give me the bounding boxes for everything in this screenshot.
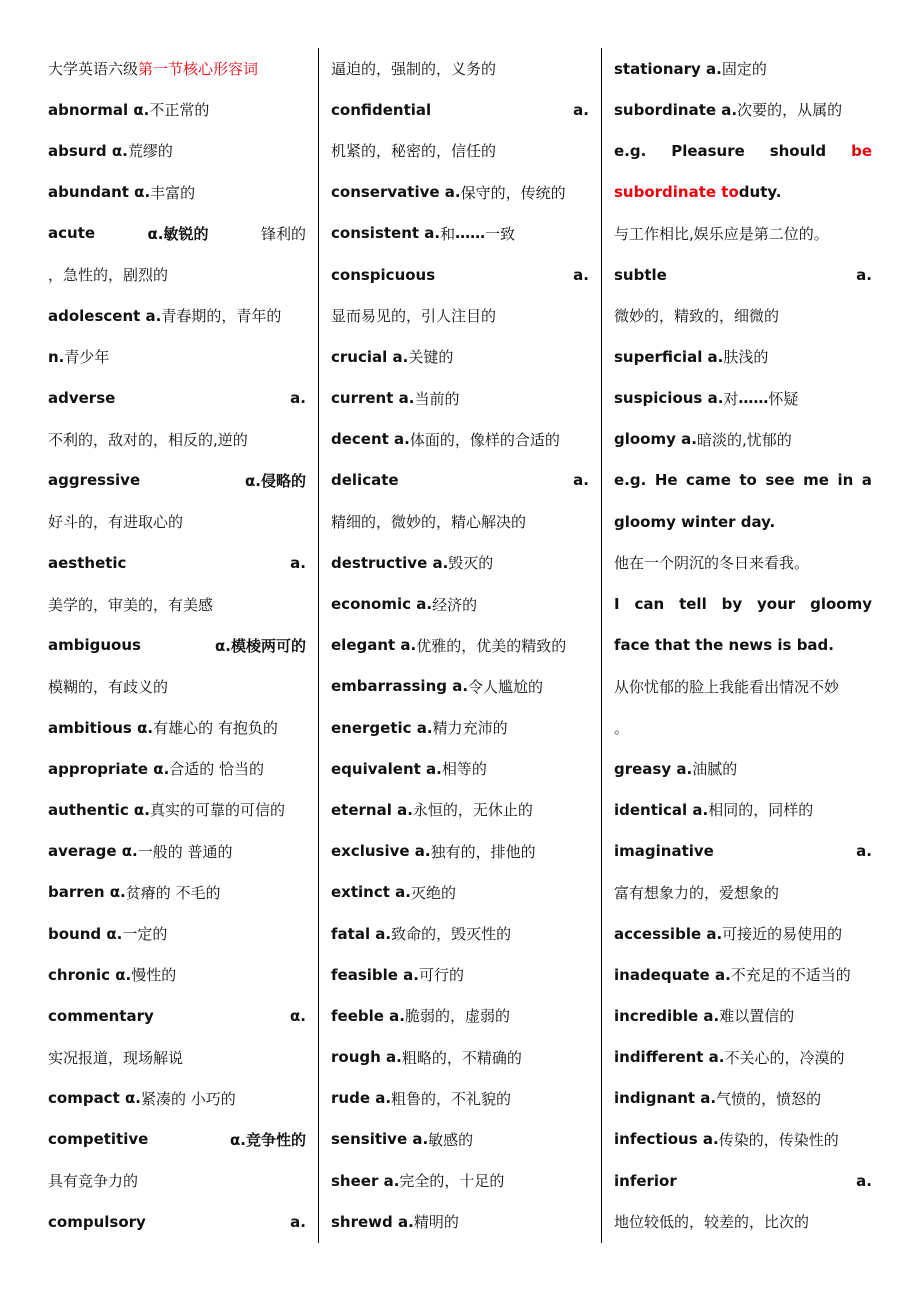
definition: 精细的，微妙的，精心解决的 (331, 513, 527, 532)
vocab-word: fatal a. (331, 924, 392, 943)
vocab-word: compact α. (48, 1089, 141, 1108)
vocab-line (614, 913, 872, 954)
vocab-line (48, 995, 306, 1036)
definition: 关键的 (408, 348, 454, 367)
word-part: a. (290, 553, 306, 572)
vocab-line (614, 1078, 872, 1119)
definition: 他在一个阴沉的冬日来看我。 (614, 554, 810, 573)
vocab-line (614, 336, 872, 377)
example-word: gloomy (810, 595, 872, 614)
definition: 。 (614, 719, 630, 738)
vocab-line (48, 625, 306, 666)
vocab-word: identical a. (614, 800, 709, 819)
vocab-line (614, 419, 872, 460)
definition: 独有的，排他的 (430, 842, 536, 861)
pos-definition: α.模棱两可的 (214, 636, 306, 655)
definition: 暗淡的,忧郁的 (696, 430, 792, 449)
vocab-line (48, 913, 306, 954)
vocab-line (48, 501, 306, 542)
vocab-line (331, 1037, 589, 1078)
definition: 从你忧郁的脸上我能看出情况不妙 (614, 677, 840, 696)
definition: 难以置信的 (719, 1007, 795, 1026)
vocab-line (614, 666, 872, 707)
example-word: should (769, 141, 827, 160)
vocab-line (48, 172, 306, 213)
vocab-line (48, 48, 306, 89)
vocab-line (331, 501, 589, 542)
word-part: α. (289, 1006, 306, 1025)
vocab-line (614, 872, 872, 913)
vocab-line (614, 954, 872, 995)
pos-definition: α.侵略的 (244, 471, 306, 490)
vocab-word: aggressive (48, 471, 141, 490)
definition: 荒缪的 (127, 142, 173, 161)
vocab-word: n. (48, 347, 65, 366)
definition: 相等的 (441, 760, 487, 779)
vocab-line (331, 583, 589, 624)
example-word: by (721, 595, 743, 614)
vocab-word: sensitive a. (331, 1130, 429, 1149)
vocab-line (48, 1037, 306, 1078)
vocab-line (614, 831, 872, 872)
definition: 富有想象力的，爱想象的 (614, 883, 780, 902)
pos-definition: α.敏锐的 (147, 224, 209, 243)
vocab-line (614, 625, 872, 666)
example-word: me (803, 471, 829, 490)
vocab-word: feasible a. (331, 965, 419, 984)
vocab-line (614, 295, 872, 336)
vocab-word: ambiguous (48, 636, 141, 655)
vocab-line (48, 831, 306, 872)
vocab-word: inadequate a. (614, 965, 731, 984)
vocab-word: rude a. (331, 1089, 392, 1108)
word-definition (245, 470, 306, 491)
column-divider (318, 48, 319, 1243)
vocab-line (614, 213, 872, 254)
definition: 真实的可靠的可信的 (149, 801, 285, 820)
definition: 紧凑的 小巧的 (140, 1089, 236, 1108)
vocab-word: superficial a. (614, 347, 724, 366)
word-part: a. (856, 1171, 872, 1190)
definition: 经济的 (432, 595, 478, 614)
vocab-word: authentic α. (48, 800, 150, 819)
word-part: a. (573, 100, 589, 119)
vocab-word: eternal a. (331, 800, 413, 819)
vocab-line (331, 1078, 589, 1119)
vocab-line (614, 501, 872, 542)
vocab-line (331, 213, 589, 254)
definition: 粗鲁的，不礼貌的 (391, 1089, 512, 1108)
definition: 合适的 恰当的 (169, 760, 265, 779)
definition: 对 (723, 389, 739, 408)
vocab-line (331, 789, 589, 830)
vocab-word: decent a. (331, 430, 410, 449)
example-word: to (739, 471, 757, 490)
definition: 机紧的，秘密的，信任的 (331, 142, 497, 161)
vocab-word: adolescent a. (48, 306, 162, 325)
vocab-line (331, 295, 589, 336)
vocab-line (331, 707, 589, 748)
column-3 (614, 48, 872, 1243)
vocab-line (614, 1119, 872, 1160)
vocab-word: feeble a. (331, 1006, 405, 1025)
vocab-word: accessible a. (614, 924, 723, 943)
definition: 贫瘠的 不毛的 (125, 883, 221, 902)
definition: 有雄心的 有抱负的 (153, 719, 278, 738)
definition: 与工作相比,娱乐应是第二位的。 (614, 224, 829, 243)
vocab-line (614, 378, 872, 419)
example-word: He (654, 471, 678, 490)
word-definition (215, 635, 306, 656)
definition: 体面的，像样的合适的 (409, 430, 560, 449)
definition: 不正常的 (149, 101, 210, 120)
vocab-line (614, 748, 872, 789)
vocab-word: indifferent a. (614, 1048, 725, 1067)
vocab-line (331, 254, 589, 295)
vocab-word: consistent a. (331, 224, 441, 243)
vocab-word: current a. (331, 389, 415, 408)
vocab-line (48, 872, 306, 913)
example-word: see (765, 471, 795, 490)
definition: 油腻的 (692, 760, 738, 779)
example-word: I (614, 595, 620, 614)
example-word: Pleasure (671, 141, 745, 160)
definition: 地位较低的，较差的，比次的 (614, 1213, 810, 1232)
vocab-line (48, 460, 306, 501)
definition: 一般的 普通的 (137, 842, 233, 861)
vocab-line (614, 789, 872, 830)
definition: 保守的，传统的 (460, 183, 566, 202)
vocab-word: suspicious a. (614, 389, 724, 408)
vocab-line (48, 707, 306, 748)
definition: 慢性的 (131, 966, 177, 985)
vocab-line (614, 707, 872, 748)
definition: 固定的 (721, 60, 767, 79)
highlight-word: be (851, 141, 872, 160)
ellipsis: …… (738, 389, 769, 408)
definition: 一定的 (122, 925, 168, 944)
column-divider (601, 48, 602, 1243)
definition: 怀疑 (768, 389, 799, 408)
vocab-word: indignant a. (614, 1089, 717, 1108)
definition: 相同的，同样的 (708, 801, 814, 820)
definition: 不关心的，冷漠的 (724, 1048, 845, 1067)
definition: 令人尴尬的 (468, 677, 544, 696)
vocab-line (614, 1037, 872, 1078)
page-title: 大学英语六级 (48, 60, 139, 79)
vocab-word: subordinate a. (614, 100, 738, 119)
vocab-word: compulsory (48, 1212, 146, 1231)
definition: 脆弱的，虚弱的 (404, 1007, 510, 1026)
definition: 一致 (485, 224, 516, 243)
example-word: in (837, 471, 854, 490)
example-word: e.g. (614, 141, 647, 160)
vocab-line (331, 89, 589, 130)
vocab-line (614, 48, 872, 89)
vocab-line (331, 748, 589, 789)
vocab-word: subtle (614, 265, 667, 284)
vocab-line (331, 872, 589, 913)
vocab-line (48, 130, 306, 171)
vocab-word: abnormal α. (48, 100, 150, 119)
vocab-line (48, 213, 306, 254)
word-part: a. (290, 389, 306, 408)
vocab-word: abundant α. (48, 183, 151, 202)
definition: 逼迫的，强制的，义务的 (331, 60, 497, 79)
vocab-word: face that the news is bad. (614, 636, 834, 655)
vocab-word: energetic a. (331, 718, 433, 737)
vocab-line (614, 583, 872, 624)
definition: 青少年 (64, 348, 110, 367)
definition: 微妙的，精致的，细微的 (614, 307, 780, 326)
definition: 传染的，传染性的 (718, 1130, 839, 1149)
word-part: a. (573, 265, 589, 284)
vocab-line (331, 666, 589, 707)
word-definition (148, 223, 209, 244)
definition: 敏感的 (428, 1130, 474, 1149)
vocab-line (614, 542, 872, 583)
vocab-word: embarrassing a. (331, 677, 469, 696)
vocab-word: aesthetic (48, 553, 127, 572)
vocab-word: conspicuous (331, 265, 436, 284)
vocab-line (48, 748, 306, 789)
definition: ，急性的，剧烈的 (48, 266, 169, 285)
definition: 模糊的，有歧义的 (48, 677, 169, 696)
definition: 可行的 (419, 966, 465, 985)
vocab-line (331, 831, 589, 872)
definition: 青春期的，青年的 (161, 307, 282, 326)
definition: 精力充沛的 (432, 719, 508, 738)
vocab-line (614, 172, 872, 213)
vocab-word: commentary (48, 1006, 154, 1025)
vocab-word: infectious a. (614, 1130, 719, 1149)
vocab-line (48, 419, 306, 460)
vocab-line (331, 460, 589, 501)
vocab-word: chronic α. (48, 965, 132, 984)
vocab-line (331, 625, 589, 666)
vocab-word: stationary a. (614, 59, 722, 78)
vocab-word: conservative a. (331, 183, 461, 202)
vocab-word: exclusive a. (331, 842, 431, 861)
definition: 不利的，敌对的，相反的,逆的 (48, 430, 248, 449)
definition: 显而易见的，引人注目的 (331, 307, 497, 326)
vocab-line (331, 995, 589, 1036)
definition: 精明的 (413, 1213, 459, 1232)
vocab-line (48, 1078, 306, 1119)
vocab-line (48, 954, 306, 995)
definition: 永恒的，无休止的 (412, 801, 533, 820)
vocab-word: crucial a. (331, 347, 409, 366)
definition: 毁灭的 (448, 554, 494, 573)
definition: 气愤的，愤怒的 (716, 1089, 822, 1108)
vocab-line (331, 130, 589, 171)
vocab-line (48, 254, 306, 295)
definition: 好斗的，有进取心的 (48, 513, 184, 532)
vocab-line (331, 1119, 589, 1160)
vocab-line (48, 789, 306, 830)
definition: 当前的 (414, 389, 460, 408)
word-part: a. (856, 265, 872, 284)
definition: 肤浅的 (723, 348, 769, 367)
word-part: a. (290, 1212, 306, 1231)
word-part: 锋利的 (260, 224, 306, 243)
vocab-word: elegant a. (331, 636, 417, 655)
vocab-word: extinct a. (331, 883, 411, 902)
vocab-word: economic a. (331, 595, 433, 614)
definition: 美学的，审美的，有美感 (48, 595, 214, 614)
definition: 次要的，从属的 (737, 101, 843, 120)
vocab-line (48, 1119, 306, 1160)
vocab-line (48, 295, 306, 336)
word-part: a. (856, 842, 872, 861)
vocab-line (331, 172, 589, 213)
vocab-word: greasy a. (614, 759, 693, 778)
vocab-word: confidential (331, 100, 432, 119)
vocab-line (48, 583, 306, 624)
column-1 (48, 48, 306, 1243)
definition: 不充足的不适当的 (730, 966, 851, 985)
definition: 优雅的，优美的精致的 (416, 636, 567, 655)
definition: 和 (440, 224, 456, 243)
vocab-line (331, 1201, 589, 1242)
word-part: a. (573, 471, 589, 490)
example-word: can (634, 595, 665, 614)
vocab-line (331, 954, 589, 995)
vocab-word: ambitious α. (48, 718, 154, 737)
vocab-line (48, 336, 306, 377)
vocab-line (48, 1160, 306, 1201)
vocab-word: incredible a. (614, 1006, 720, 1025)
vocab-word: barren α. (48, 883, 126, 902)
highlight-phrase: subordinate to (614, 183, 739, 202)
definition: 致命的，毁灭性的 (391, 925, 512, 944)
definition: 具有竞争力的 (48, 1172, 139, 1191)
definition: 实况报道，现场解说 (48, 1048, 184, 1067)
vocab-word: gloomy a. (614, 430, 697, 449)
vocab-line (331, 542, 589, 583)
vocab-word: adverse (48, 389, 116, 408)
vocab-word: equivalent a. (331, 759, 442, 778)
example-word: e.g. (614, 471, 647, 490)
vocab-word: gloomy winter day. (614, 512, 776, 531)
vocab-line (48, 542, 306, 583)
vocab-line (614, 1160, 872, 1201)
vocab-word: shrewd a. (331, 1212, 414, 1231)
pos-definition: α.竞争性的 (229, 1130, 306, 1149)
vocab-word: acute (48, 224, 96, 243)
vocab-word: rough a. (331, 1048, 402, 1067)
vocab-line (614, 254, 872, 295)
vocab-line (614, 89, 872, 130)
vocab-word: bound α. (48, 924, 123, 943)
vocab-line (614, 1201, 872, 1242)
vocab-line (614, 460, 872, 501)
vocab-line (331, 378, 589, 419)
definition: 完全的，十足的 (399, 1172, 505, 1191)
section-title: 第一节核心形容词 (138, 60, 259, 79)
vocab-line (614, 130, 872, 171)
vocab-line (331, 419, 589, 460)
example-word: tell (679, 595, 707, 614)
vocab-line (48, 89, 306, 130)
word-definition (230, 1129, 306, 1150)
vocab-line (48, 666, 306, 707)
vocab-line (614, 995, 872, 1036)
column-2 (331, 48, 589, 1243)
definition: 丰富的 (150, 183, 196, 202)
example-word: came (686, 471, 731, 490)
definition: 粗略的，不精确的 (401, 1048, 522, 1067)
vocab-word: delicate (331, 471, 399, 490)
vocab-word: imaginative (614, 842, 714, 861)
vocab-line (331, 48, 589, 89)
example-text: duty. (738, 183, 782, 202)
vocab-line (331, 336, 589, 377)
vocab-word: destructive a. (331, 553, 449, 572)
example-word: a (861, 471, 872, 490)
vocab-word: absurd α. (48, 141, 128, 160)
vocab-line (331, 1160, 589, 1201)
vocab-word: inferior (614, 1171, 677, 1190)
example-word: your (757, 595, 796, 614)
vocab-word: sheer a. (331, 1171, 400, 1190)
vocab-line (48, 1201, 306, 1242)
vocab-word: appropriate α. (48, 759, 170, 778)
vocab-word: competitive (48, 1130, 149, 1149)
definition: 灭绝的 (410, 883, 456, 902)
vocab-word: average α. (48, 842, 138, 861)
vocab-line (331, 913, 589, 954)
ellipsis: …… (455, 224, 486, 243)
definition: 可接近的易使用的 (722, 925, 843, 944)
vocab-line (48, 378, 306, 419)
